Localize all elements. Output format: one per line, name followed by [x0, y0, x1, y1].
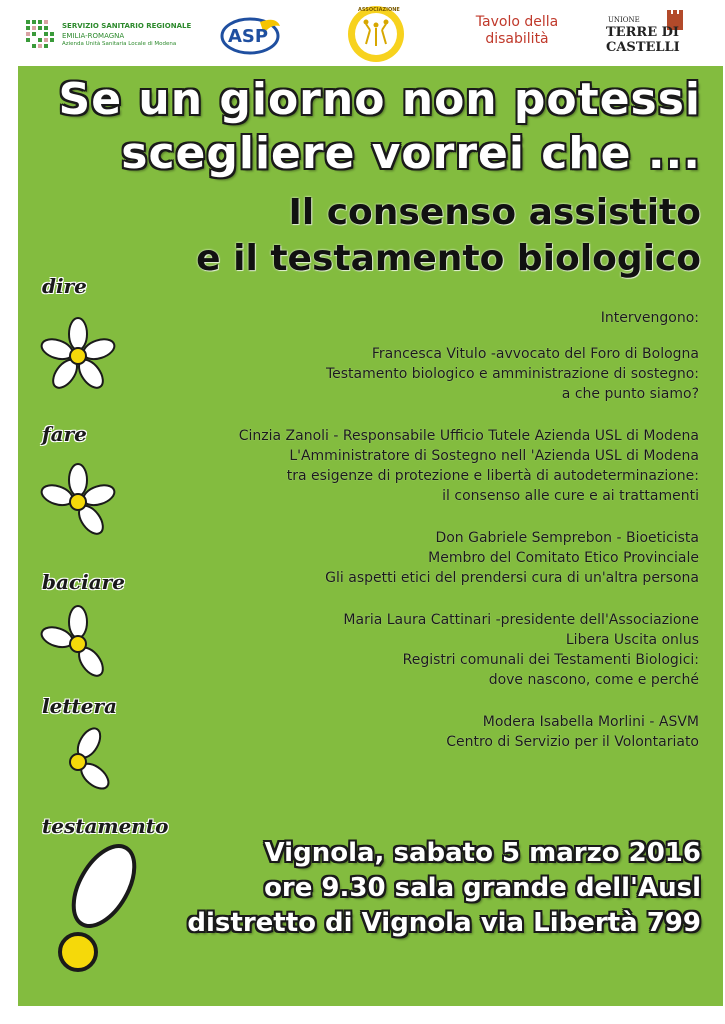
speaker-line: Don Gabriele Semprebon - Bioeticista — [435, 530, 699, 546]
event-date: Vignola, sabato 5 marzo 2016 — [264, 838, 701, 868]
logo-header — [0, 0, 725, 66]
speaker-line: dove nascono, come e perché — [488, 672, 699, 688]
bottom-margin — [0, 1006, 725, 1024]
ausl-logo-line1: SERVIZIO SANITARIO REGIONALE — [62, 22, 192, 30]
terre-logo-line2: TERRE DI — [606, 25, 679, 40]
poster-panel — [18, 66, 723, 1006]
speaker-block — [99, 528, 699, 588]
subtitle-line1: Il consenso assistito — [288, 192, 701, 233]
circle-people-icon — [346, 4, 406, 64]
word-fare: fare — [42, 422, 87, 446]
speaker-line: Membro del Comitato Etico Provinciale — [428, 550, 699, 566]
associazione-logo — [346, 4, 406, 64]
speaker-line: Modera Isabella Morlini - ASVM — [482, 714, 699, 730]
asp-logo — [220, 12, 284, 56]
ausl-modena-logo — [26, 20, 206, 54]
associazione-logo-text: ASSOCIAZIONE — [358, 7, 400, 13]
speaker-line: Cinzia Zanoli - Responsabile Ufficio Tutele Azienda USL di Modena — [238, 428, 699, 444]
speaker-line: Maria Laura Cattinari -presidente dell'Associazione — [343, 612, 699, 628]
main-title-line1: Se un giorno non potessi — [58, 74, 701, 125]
event-details — [187, 836, 701, 941]
speaker-line: Registri comunali dei Testamenti Biologici: — [402, 652, 699, 668]
tavolo-disabilita-logo — [462, 14, 572, 54]
asp-logo-text: ASP — [228, 26, 269, 47]
speaker-line: tra esigenze di protezione e libertà di autodeterminazione: — [286, 468, 699, 484]
word-baciare: baciare — [42, 570, 125, 594]
event-address: distretto di Vignola via Libertà 799 — [187, 908, 701, 938]
speaker-line: Libera Uscita onlus — [565, 632, 699, 648]
subtitle — [196, 190, 701, 282]
daisy-one-petal-icon — [42, 834, 152, 984]
speaker-line: Gli aspetti etici del prendersi cura di un'altra persona — [325, 570, 699, 586]
terre-castelli-logo — [602, 8, 702, 58]
word-testamento: testamento — [42, 814, 169, 838]
speaker-block — [99, 610, 699, 690]
ausl-logo-line3: Azienda Unità Sanitaria Locale di Modena — [62, 41, 177, 47]
word-lettera: lettera — [42, 694, 118, 718]
terre-logo-line3: CASTELLI — [606, 40, 680, 55]
speaker-block — [99, 712, 699, 752]
word-dire: dire — [42, 274, 87, 298]
speaker-line: Francesca Vitulo -avvocato del Foro di Bologna — [371, 346, 699, 362]
speaker-line: Centro di Servizio per il Volontariato — [446, 734, 699, 750]
tavolo-logo-line2: disabilità — [485, 31, 549, 47]
grid-icon — [26, 20, 56, 50]
speaker-line: a che punto siamo? — [561, 386, 699, 402]
terre-logo-line1: UNIONE — [608, 16, 640, 24]
speaker-block — [99, 426, 699, 506]
subtitle-line2: e il testamento biologico — [196, 238, 701, 279]
speaker-line: il consenso alle cure e ai trattamenti — [442, 488, 699, 504]
speaker-line: L'Amministratore di Sostegno nell 'Azienda USL di Modena — [289, 448, 699, 464]
event-time-venue: ore 9.30 sala grande dell'Ausl — [264, 873, 701, 903]
tavolo-logo-line1: Tavolo della — [475, 14, 559, 30]
speaker-line: Testamento biologico e amministrazione di sostegno: — [325, 366, 699, 382]
speaker-block — [99, 344, 699, 404]
speakers-intro: Intervengono: — [600, 310, 699, 326]
main-title-line2: scegliere vorrei che ... — [121, 128, 701, 179]
ausl-logo-line2: EMILIA-ROMAGNA — [62, 32, 125, 40]
speakers-list — [99, 308, 699, 774]
